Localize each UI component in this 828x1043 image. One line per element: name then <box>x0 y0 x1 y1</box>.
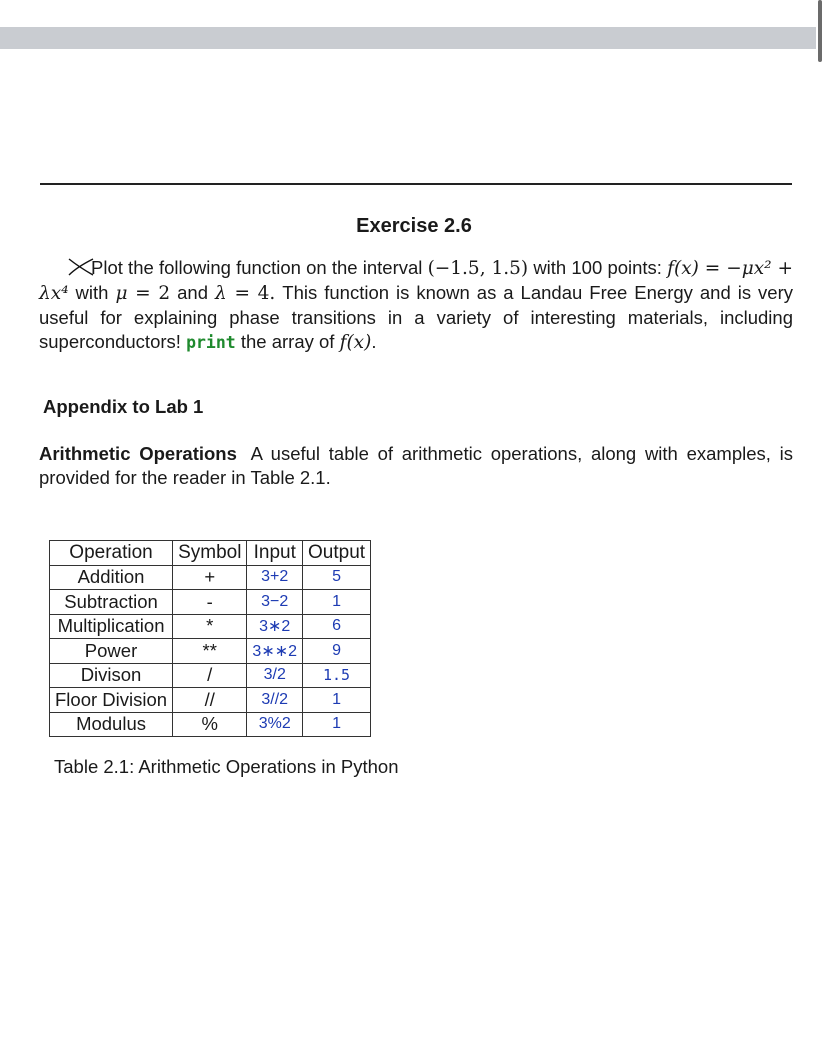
cell-symbol: ** <box>173 639 247 664</box>
exercise-text-2: with 100 points: <box>528 257 668 278</box>
table-row <box>50 614 371 639</box>
cell-output: 1.5 <box>303 663 371 688</box>
exercise-text-5: This function is known as a Landau Free Energy and is very useful for explaining phase transitions in a variety of interesting materials, including superconductors! <box>39 282 793 352</box>
header-output: Output <box>303 541 371 566</box>
exercise-paragraph <box>39 256 793 355</box>
cell-input: 3/2 <box>247 663 303 688</box>
lambda-symbol: λ <box>215 283 227 304</box>
mu-value: = 2 <box>127 283 171 304</box>
cell-operation: Modulus <box>50 712 173 737</box>
table-row <box>50 590 371 615</box>
cell-input: 3∗∗2 <box>247 639 303 664</box>
cell-operation: Subtraction <box>50 590 173 615</box>
cell-output: 1 <box>303 688 371 713</box>
arithmetic-text: A useful table of arithmetic operations, along with examples, is provided for the reader in Table 2.1. <box>39 443 793 488</box>
arithmetic-paragraph <box>39 442 793 490</box>
cell-output: 5 <box>303 565 371 590</box>
header-input: Input <box>247 541 303 566</box>
exercise-text-7: . <box>371 331 377 352</box>
exercise-text-1: Plot the following function on the interval <box>91 257 428 278</box>
table-header-row <box>50 541 371 566</box>
cell-operation: Multiplication <box>50 614 173 639</box>
table-row <box>50 688 371 713</box>
fx-math: f(x) <box>339 332 372 353</box>
arithmetic-table <box>49 540 371 737</box>
cell-input: 3∗2 <box>247 614 303 639</box>
equals-sign: = <box>698 258 727 279</box>
top-toolbar-bar <box>0 27 816 49</box>
cell-operation: Addition <box>50 565 173 590</box>
cell-output: 6 <box>303 614 371 639</box>
cell-operation: Divison <box>50 663 173 688</box>
cell-symbol: // <box>173 688 247 713</box>
cell-symbol: * <box>173 614 247 639</box>
cell-operation: Floor Division <box>50 688 173 713</box>
print-code: print <box>186 333 236 352</box>
mu-symbol: μ <box>115 283 128 304</box>
cell-symbol: + <box>173 565 247 590</box>
scrollbar-thumb[interactable] <box>818 0 822 62</box>
table-row <box>50 712 371 737</box>
cell-output: 1 <box>303 712 371 737</box>
exercise-text-6: the array of <box>235 331 340 352</box>
cell-input: 3//2 <box>247 688 303 713</box>
table-row <box>50 565 371 590</box>
lambda-value: = 4. <box>226 283 276 304</box>
exercise-text-4: and <box>170 282 215 303</box>
table-row <box>50 639 371 664</box>
cell-input: 3+2 <box>247 565 303 590</box>
horizontal-rule <box>40 183 792 185</box>
cell-symbol: / <box>173 663 247 688</box>
interval-math: (−1.5, 1.5) <box>427 258 529 279</box>
cell-input: 3%2 <box>247 712 303 737</box>
cell-symbol: % <box>173 712 247 737</box>
cell-operation: Power <box>50 639 173 664</box>
table-caption: Table 2.1: Arithmetic Operations in Python <box>54 756 399 777</box>
cell-output: 1 <box>303 590 371 615</box>
appendix-title: Appendix to Lab 1 <box>43 396 204 417</box>
header-symbol: Symbol <box>173 541 247 566</box>
function-lhs: f(x) <box>667 258 699 279</box>
exercise-title: Exercise 2.6 <box>356 215 472 237</box>
arithmetic-heading: Arithmetic Operations <box>39 443 237 464</box>
cell-symbol: - <box>173 590 247 615</box>
table-row <box>50 663 371 688</box>
cell-input: 3−2 <box>247 590 303 615</box>
function-rhs: −μx² + λx⁴ <box>39 258 793 304</box>
cell-output: 9 <box>303 639 371 664</box>
exercise-text-3: with <box>68 282 116 303</box>
header-operation: Operation <box>50 541 173 566</box>
